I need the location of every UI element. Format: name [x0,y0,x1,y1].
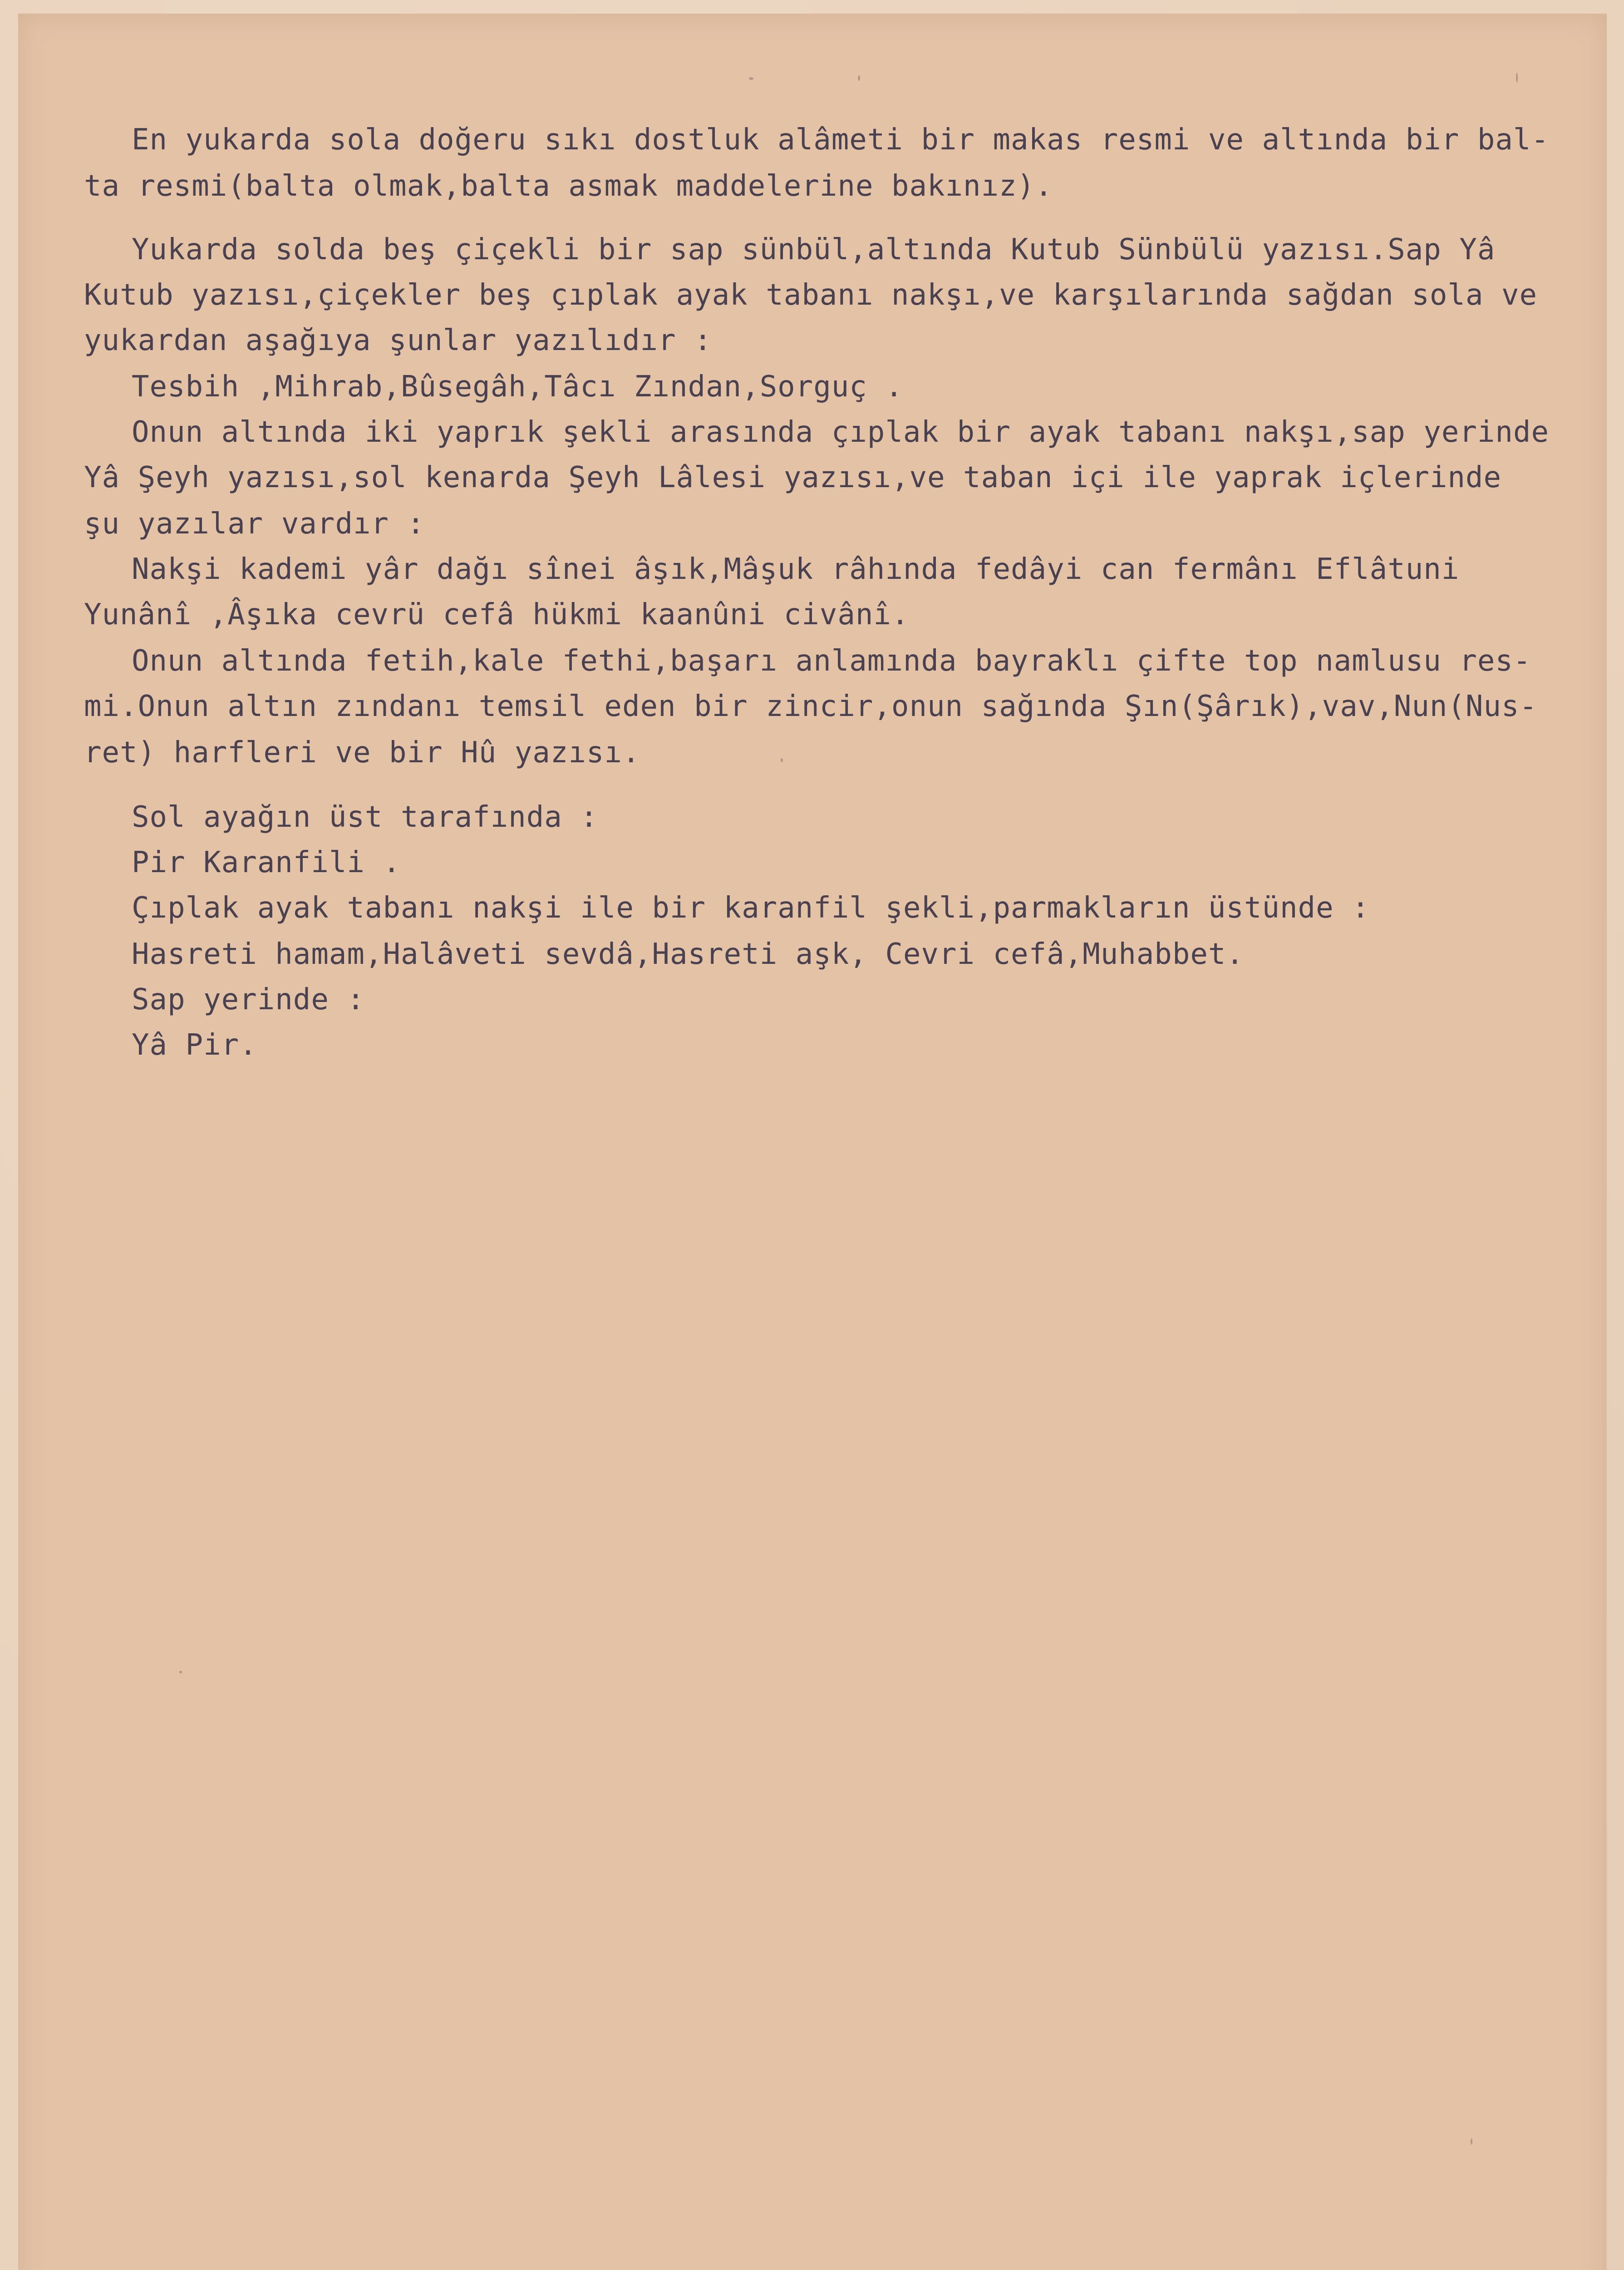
text-line: Yâ Pir. [132,1028,257,1062]
text-line: Çıplak ayak tabanı nakşi ile bir karanfil şekli,parmakların üstünde : [132,891,1370,925]
typed-text-block [18,14,1607,2270]
paper-speck [858,75,860,81]
paper-speck [781,758,783,762]
text-line: şu yazılar vardır : [84,507,425,541]
text-line: Tesbih ,Mihrab,Bûsegâh,Tâcı Zından,Sorguç . [132,370,903,404]
text-line: ta resmi(balta olmak,balta asmak maddelerine bakınız). [84,169,1053,203]
typewritten-page [18,14,1607,2270]
text-line: Sol ayağın üst tarafında : [132,800,598,834]
text-line: Kutub yazısı,çiçekler beş çıplak ayak tabanı nakşı,ve karşılarında sağdan sola ve [84,278,1538,312]
paper-speck [749,77,753,80]
paper-speck [1516,73,1518,83]
text-line: Pir Karanfili . [132,846,401,879]
paper-speck [179,1671,182,1673]
text-line: yukardan aşağıya şunlar yazılıdır : [84,324,712,357]
paper-speck [1471,2138,1472,2145]
text-line: Sap yerinde : [132,983,365,1017]
text-line: En yukarda sola doğeru sıkı dostluk alâmeti bir makas resmi ve altında bir bal- [132,123,1549,157]
text-line: Onun altında iki yaprık şekli arasında çıplak bir ayak tabanı nakşı,sap yerinde [132,415,1549,449]
text-line: Onun altında fetih,kale fethi,başarı anlamında bayraklı çifte top namlusu res- [132,644,1531,678]
text-line: mi.Onun altın zındanı temsil eden bir zincir,onun sağında Şın(Şârık),vav,Nun(Nus- [84,690,1538,723]
text-line: ret) harfleri ve bir Hû yazısı. [84,736,640,770]
text-line: Hasreti hamam,Halâveti sevdâ,Hasreti aşk, Cevri cefâ,Muhabbet. [132,938,1244,971]
text-line: Yunânî ,Âşıka cevrü cefâ hükmi kaanûni civânî. [84,598,910,632]
text-line: Yâ Şeyh yazısı,sol kenarda Şeyh Lâlesi yazısı,ve taban içi ile yaprak içlerinde [84,461,1501,494]
text-line: Nakşi kademi yâr dağı sînei âşık,Mâşuk râhında fedâyi can fermânı Eflâtuni [132,553,1460,586]
text-line: Yukarda solda beş çiçekli bir sap sünbül,altında Kutub Sünbülü yazısı.Sap Yâ [132,233,1496,266]
